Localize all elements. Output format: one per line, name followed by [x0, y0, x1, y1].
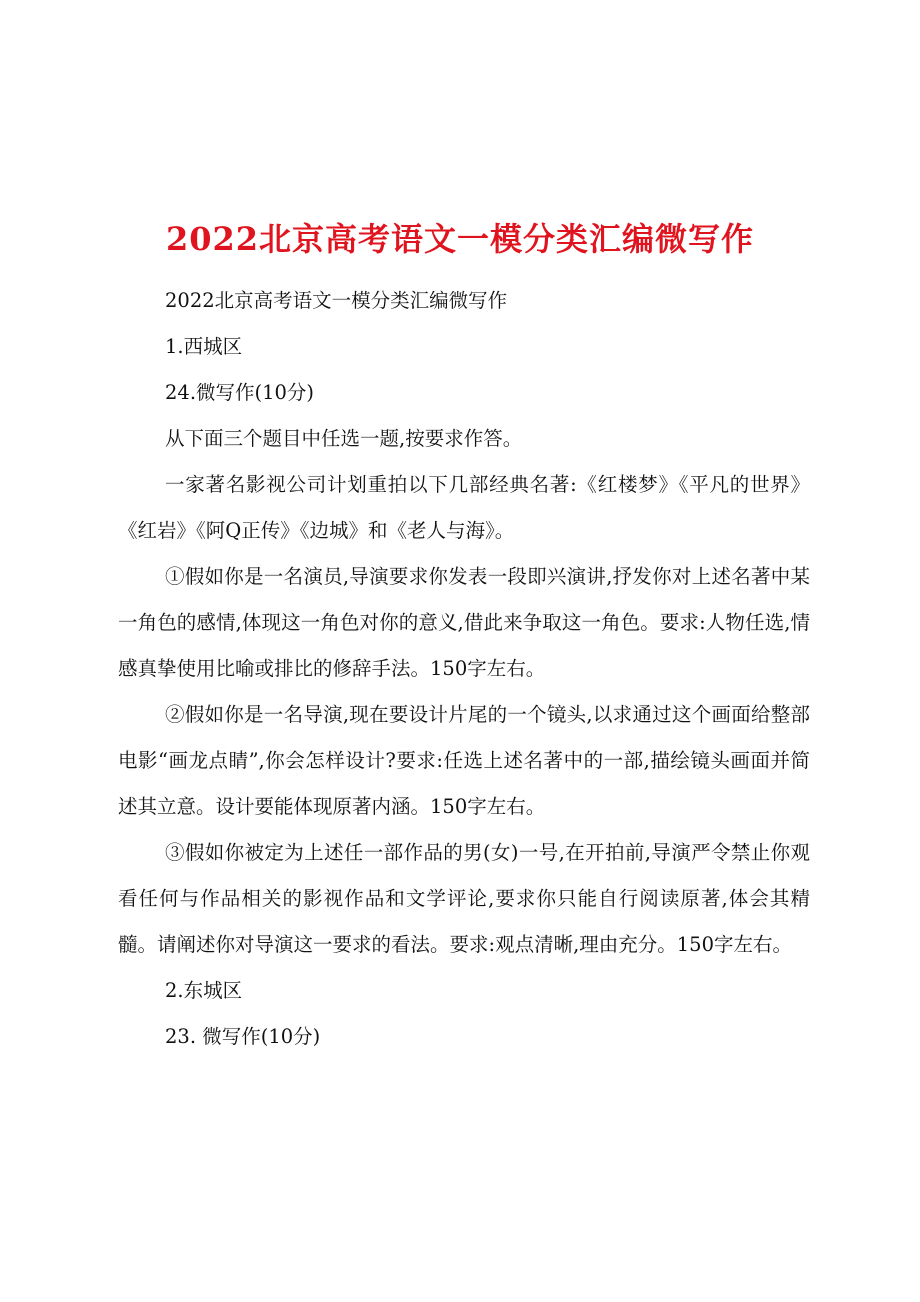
option-2-paragraph: ②假如你是一名导演,现在要设计片尾的一个镜头,以求通过这个画面给整部电影“画龙点睛”,你会怎样设计?要求:任选上述名著中的一部,描绘镜头画面并简述其立意。设计要能体现原著内涵。150字左右。: [118, 703, 810, 818]
question-heading-23: 23. 微写作(10分): [165, 1025, 321, 1048]
context-paragraph: 一家著名影视公司计划重拍以下几部经典名著:《红楼梦》《平凡的世界》《红岩》《阿Q正传》《边城》和《老人与海》。: [118, 473, 810, 542]
option-3-paragraph: ③假如你被定为上述任一部作品的男(女)一号,在开拍前,导演严令禁止你观看任何与作品相关的影视作品和文学评论,要求你只能自行阅读原著,体会其精髓。请阐述你对导演这一要求的看法。要求:观点清晰,理由充分。150字左右。: [118, 841, 810, 956]
document-body: [118, 278, 810, 1060]
question-heading-24: 24.微写作(10分): [165, 381, 315, 404]
section-heading-xicheng: 1.西城区: [165, 335, 243, 358]
option-1-paragraph: ①假如你是一名演员,导演要求你发表一段即兴演讲,抒发你对上述名著中某一角色的感情,体现这一角色对你的意义,借此来争取这一角色。要求:人物任选,情感真挚使用比喻或排比的修辞手法。150字左右。: [118, 565, 810, 680]
instruction-paragraph: 从下面三个题目中任选一题,按要求作答。: [165, 427, 523, 450]
section-heading-dongcheng: 2.东城区: [165, 979, 243, 1002]
document-title: 2022北京高考语文一模分类汇编微写作: [165, 220, 755, 259]
subtitle-line: 2022北京高考语文一模分类汇编微写作: [165, 289, 508, 312]
